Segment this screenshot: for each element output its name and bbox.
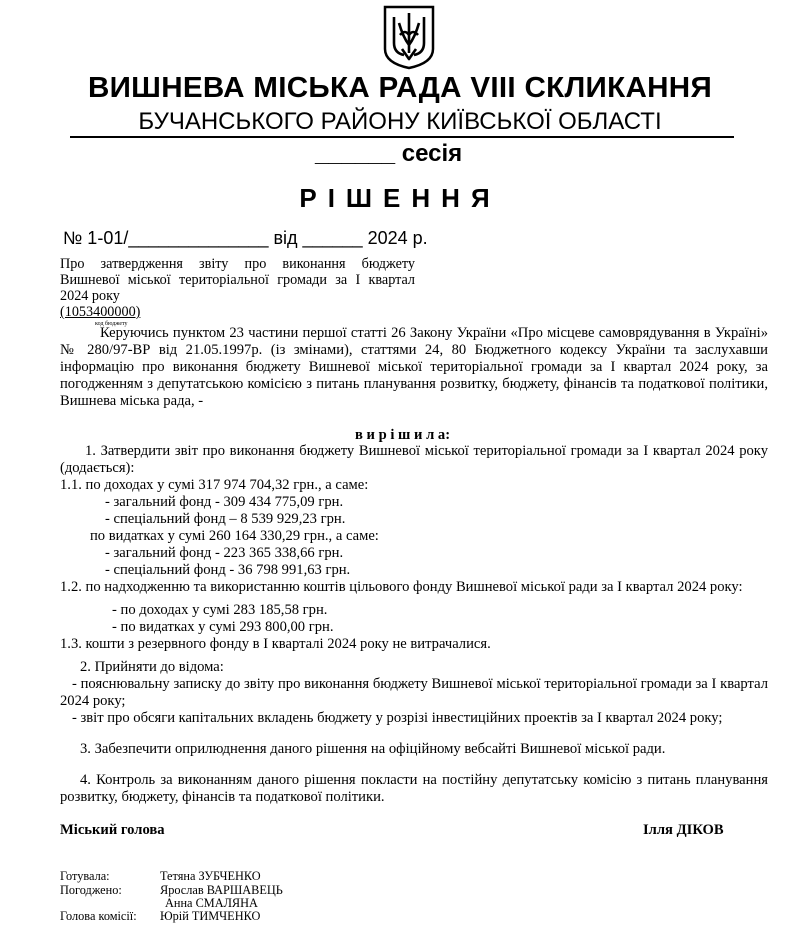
item-1: 1. Затвердити звіт про виконання бюджету Вишневої міської територіальної громади за І квартал 2024 року (додається): xyxy=(60,443,768,476)
resolved-heading: в и р і ш и л а: xyxy=(355,427,451,443)
prepared-label: Готувала: xyxy=(60,869,110,883)
commission-label: Голова комісії: xyxy=(60,909,137,923)
prepared-name: Тетяна ЗУБЧЕНКО xyxy=(160,869,261,883)
agreed-label: Погоджено: xyxy=(60,883,122,897)
item-1-1: 1.1. по доходах у сумі 317 974 704,32 грн., а саме: xyxy=(60,477,369,493)
item-1-2: 1.2. по надходженню та використанню коштів цільового фонду Вишневої міської ради за І квартал 2024 року: xyxy=(60,579,743,595)
decision-number-line: № 1-01/______________ від ______ 2024 р. xyxy=(63,228,428,248)
tryzub-emblem-icon xyxy=(383,5,435,70)
item-4: 4. Контроль за виконанням даного рішення покласти на постійну депутатську комісію з питань планування розвитку, бюджету, фінансів та податкової політики. xyxy=(60,772,768,805)
item-2-capital: - звіт про обсяги капітальних вкладень бюджету у розрізі інвестиційних проектів за І квартал 2024 року; xyxy=(72,710,723,726)
item-1-1-expenses: по видатках у сумі 260 164 330,29 грн., а саме: xyxy=(90,528,379,544)
item-3: 3. Забезпечити оприлюднення даного рішення на офіційному вебсайті Вишневої міської ради. xyxy=(80,741,666,757)
item-1-1-exp-general: - загальний фонд - 223 365 338,66 грн. xyxy=(105,545,344,561)
item-2: 2. Прийняти до відома: xyxy=(80,659,224,675)
item-2-note: - пояснювальну записку до звіту про виконання бюджету Вишневої міської територіальної громади за І квартал 2024 року; xyxy=(60,676,768,709)
session-line: ______ сесія xyxy=(315,140,463,167)
region-subtitle: БУЧАНСЬКОГО РАЙОНУ КИЇВСЬКОЇ ОБЛАСТІ xyxy=(138,108,662,135)
item-1-3: 1.3. кошти з резервного фонду в І кварталі 2024 року не витрачалися. xyxy=(60,636,491,652)
decision-subject: Про затвердження звіту про виконання бюджету Вишневої міської територіальної громади за І квартал 2024 року xyxy=(60,256,415,304)
commission-name: Юрій ТИМЧЕНКО xyxy=(160,909,261,923)
item-1-1-special: - спеціальний фонд – 8 539 929,23 грн. xyxy=(105,511,346,527)
budget-code: (1053400000) xyxy=(60,304,141,320)
document-type-heading: РІШЕННЯ xyxy=(299,183,501,213)
preamble-paragraph: Керуючись пунктом 23 частини першої статті 26 Закону України «Про місцеве самоврядування в Україні» № 280/97-ВР від 21.05.1997р. (із змінами), статтями 24, 80 Бюджетного кодексу України та заслухавши інформацію про виконання бюджету Вишневої міської територіальної громади за І квартал 2024 року, за погодженням з депутатською комісією з питань планування розвитку, бюджету, фінансів та податкової політики, Вишнева міська рада, - xyxy=(60,325,768,409)
item-1-1-exp-special: - спеціальний фонд - 36 798 991,63 грн. xyxy=(105,562,351,578)
agreed-name-2: Анна СМАЛЯНА xyxy=(165,896,258,910)
agreed-name-1: Ярослав ВАРШАВЕЦЬ xyxy=(160,883,283,897)
item-1-1-general: - загальний фонд - 309 434 775,09 грн. xyxy=(105,494,344,510)
item-1-2-expenses: - по видатках у сумі 293 800,00 грн. xyxy=(112,619,334,635)
signature-name: Ілля ДІКОВ xyxy=(643,822,724,838)
header-divider xyxy=(70,136,734,138)
council-title: ВИШНЕВА МІСЬКА РАДА VIII СКЛИКАННЯ xyxy=(87,72,713,104)
budget-code-note: код бюджету xyxy=(95,321,128,327)
signature-title: Міський голова xyxy=(60,822,165,838)
item-1-2-income: - по доходах у сумі 283 185,58 грн. xyxy=(112,602,328,618)
